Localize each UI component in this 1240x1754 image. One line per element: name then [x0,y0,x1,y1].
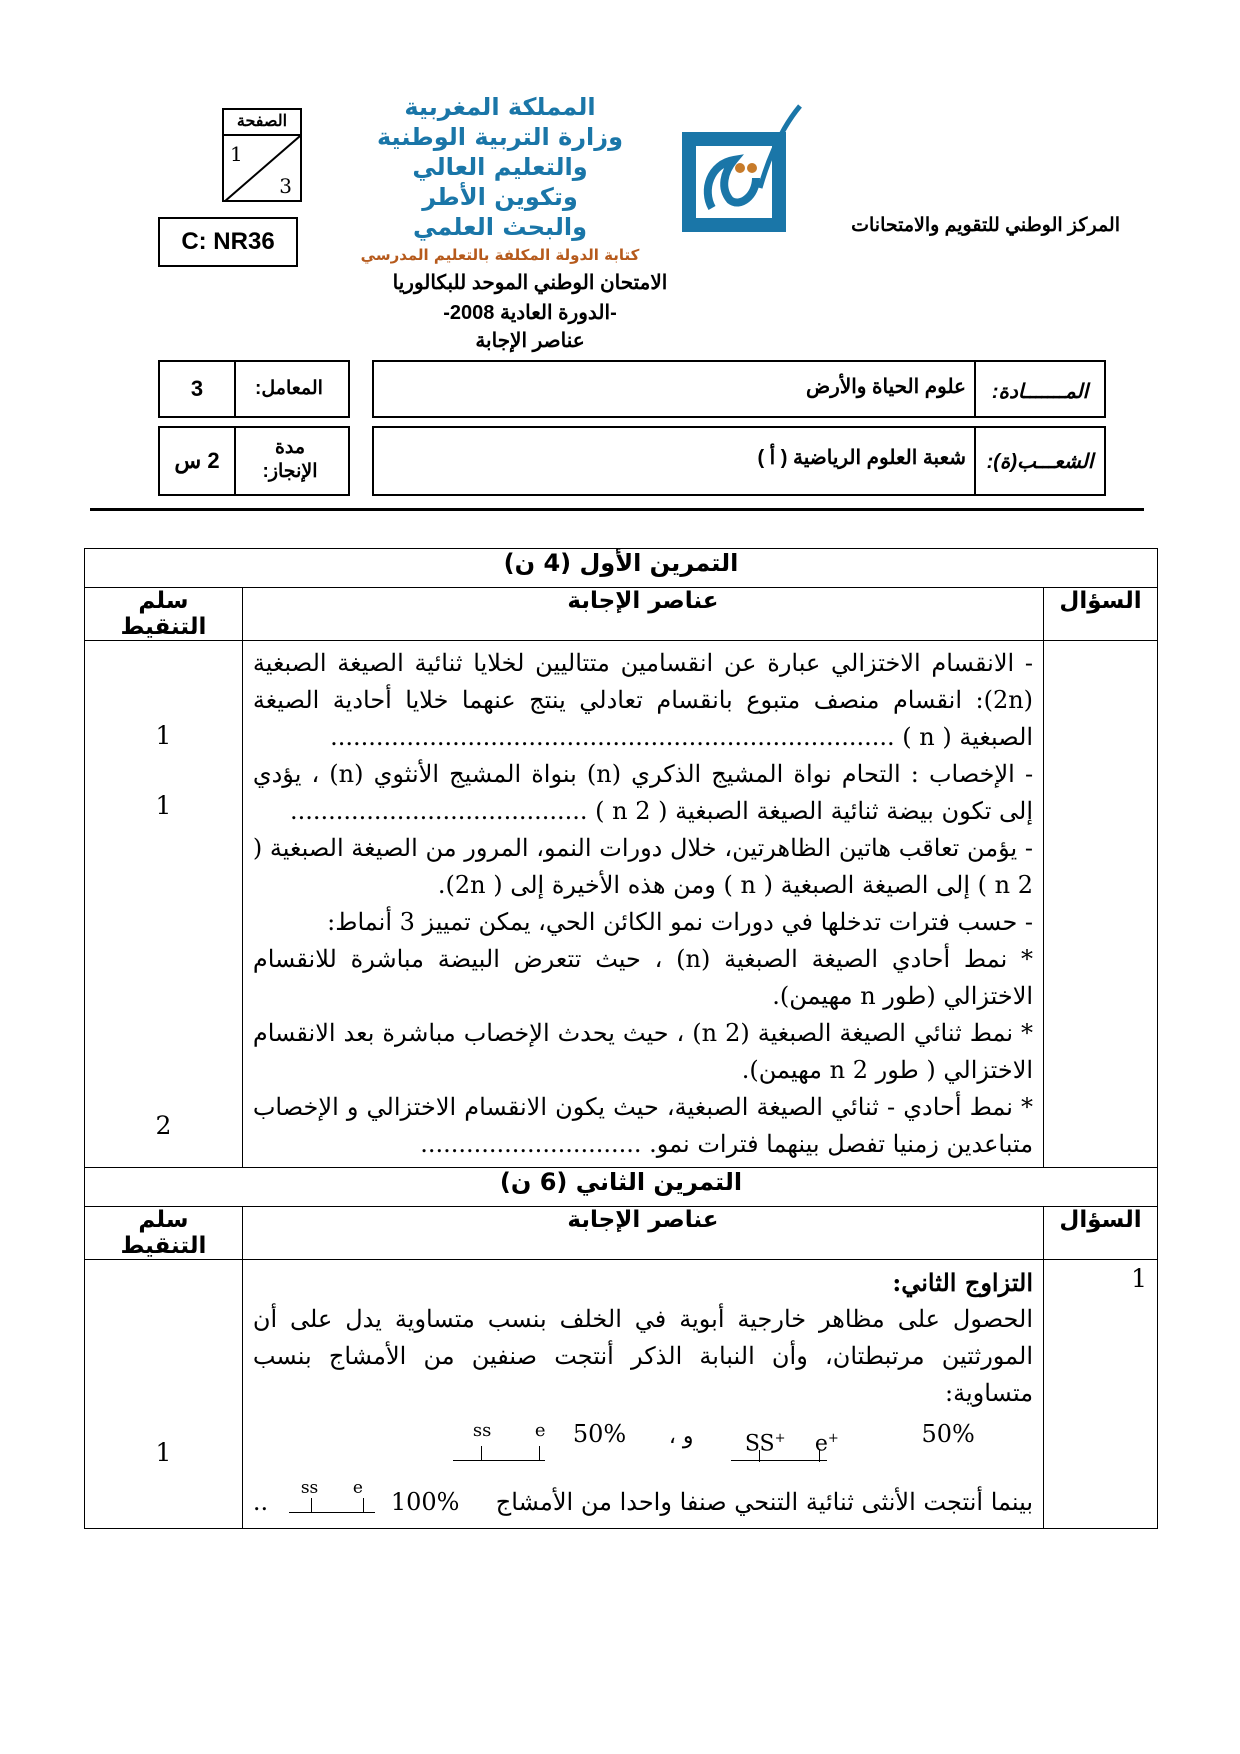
allele-label: e [352,1478,363,1498]
and-label: و ، [668,1424,694,1449]
chromosome-tick [481,1446,482,1460]
gamete-pct: 50% [921,1420,975,1448]
col-question: السؤال [1044,1207,1158,1260]
ministry-block [360,92,640,268]
answer-paragraph: الحصول على مظاهر خارجية أبوية في الخلف بنسب متساوية يدل على أن المورثتين مرتبطتان، وأن النبابة الذكر أنتجت صنفين من الأمشاج بنسب متساوية: [252,1305,1034,1407]
ministry-line: المملكة المغربية [404,93,596,121]
answers-table [84,548,1158,1529]
gamete-pct: 100% [390,1488,460,1516]
exercise2-title-row [85,1168,1158,1207]
allele-label: e [534,1420,546,1441]
ministry-line: وتكوين الأطر [422,183,578,211]
col-answer: عناصر الإجابة [242,1207,1043,1260]
chromosome-tick [363,1498,364,1512]
chromosome-tick [819,1450,820,1462]
ministry-line: والبحث العلمي [413,213,587,241]
gamete-ss [453,1412,673,1472]
gamete-sstype [668,1412,975,1472]
chromosome-bar [453,1460,545,1461]
col-score: سلم التنقيط [85,1207,243,1260]
chromosome-tick [759,1450,760,1462]
exercise1-score-cell [85,641,243,1168]
ministry-sub: كتابة الدولة المكلفة بالتعليم المدرسي [360,246,640,264]
subject-box [372,360,1106,418]
allele-label: ss [472,1420,492,1441]
exercise1-body-row [85,641,1158,1168]
score-value: 1 [155,791,172,820]
question-number: 1 [1131,1264,1147,1293]
gamete-pct: 50% [572,1420,627,1448]
col-score: سلم التنقيط [85,588,243,641]
subject-value: علوم الحياة والأرض [374,362,976,416]
exercise2-header-row [85,1207,1158,1260]
exercise1-title-row [85,549,1158,588]
chromosome-tick [539,1446,540,1460]
answer-paragraph: - الإخصاب : التحام نواة المشيج الذكري (n) بنواة المشيج الأنثوي (n) ، يؤدي إلى تكون بيضة ثنائية الصيغة الصبغية ( 2 n ) ....................................... [252,760,1034,825]
coef-label: المعامل: [255,378,323,399]
exam-session: -الدورة العادية 2008- [443,302,617,324]
trailing-dots: .. [252,1488,269,1516]
gamete-line [253,1412,1033,1474]
page-number-box [222,108,302,202]
branch-value: شعبة العلوم الرياضية ( أ ) [374,428,976,494]
ministry-logo [672,100,812,242]
col-question: السؤال [1044,588,1158,641]
answer-paragraph: بينما أنتجت الأنثى ثنائية التنحي صنفا واحدا من الأمشاج [495,1488,1034,1516]
female-gamete-line [253,1474,1033,1528]
exam-title: الامتحان الوطني الموحد للبكالوريا [392,272,668,294]
exam-code: C: NR36 [158,217,298,267]
page-total: 3 [279,174,292,198]
exercise2-answer-cell [242,1260,1043,1529]
answer-paragraph: * نمط أحادي الصيغة الصبغية (n) ، حيث تتعرض البيضة مباشرة للانقسام الاختزالي (طور n مهيمن). [252,945,1034,1010]
exam-doc-type: عناصر الإجابة [475,330,585,352]
coef-value: 3 [160,362,236,416]
score-value: 1 [155,1438,172,1467]
chromosome-bar [289,1512,375,1513]
exercise1-header-row [85,588,1158,641]
section-heading: التزاوج الثاني: [892,1268,1034,1297]
exercise1-question-cell [1044,641,1158,1168]
allele-label: e+ [814,1431,839,1457]
exercise1-title: التمرين الأول (4 ن) [85,549,1158,588]
page-current: 1 [230,142,243,166]
exercise2-question-cell [1044,1260,1158,1529]
chromosome-tick [311,1498,312,1512]
answer-paragraph: - الانقسام الاختزالي عبارة عن انقسامين متتاليين لخلايا ثنائية الصيغة الصبغية (2n): انقسام منصف متبوع بانقسام تعادلي ينتج عنهما خلايا أحادية الصيغة الصبغية ( n ) .......................................................................... [252,649,1034,751]
duration-value: 2 س [160,428,236,494]
score-value: 1 [155,721,172,750]
branch-label: الشعـــب(ة): [986,451,1094,473]
col-answer: عناصر الإجابة [242,588,1043,641]
answer-paragraph: - يؤمن تعاقب هاتين الظاهرتين، خلال دورات النمو، المرور من الصيغة الصبغية ( 2 n ) إلى الصيغة الصبغية ( n ) ومن هذه الأخيرة إلى ( 2n). [252,834,1034,899]
ministry-line: والتعليم العالي [412,153,588,181]
branch-box [372,426,1106,496]
ministry-line: وزارة التربية الوطنية [376,123,624,151]
exercise2-score-cell [85,1260,243,1529]
score-value: 2 [155,1111,172,1140]
duration-box [158,426,350,496]
answer-paragraph: - حسب فترات تدخلها في دورات نمو الكائن الحي، يمكن تمييز 3 أنماط: [327,908,1034,936]
exercise1-answer-cell [242,641,1043,1168]
answer-paragraph: * نمط ثنائي الصيغة الصبغية (2 n) ، حيث يحدث الإخصاب مباشرة بعد الانقسام الاختزالي ( طور 2 n مهيمن). [252,1019,1034,1084]
allele-label: SS+ [744,1431,786,1457]
allele-label: ss [300,1478,319,1498]
exercise2-body-row [85,1260,1158,1529]
chromosome-bar [731,1460,827,1461]
answer-paragraph: * نمط أحادي - ثنائي الصيغة الصبغية، حيث يكون الانقسام الاختزالي و الإخصاب متباعدين زمنيا تفصل بينهما فترات نمو. ............................. [252,1093,1034,1158]
page-label: الصفحة [224,110,300,136]
exercise2-title: التمرين الثاني (6 ن) [85,1168,1158,1207]
center-name: المركز الوطني للتقويم والامتحانات [851,215,1120,236]
header-divider [90,508,1144,511]
coef-box [158,360,350,418]
duration-label: مدة الإنجاز: [262,437,318,482]
subject-label: المـــــــادة: [991,381,1089,403]
